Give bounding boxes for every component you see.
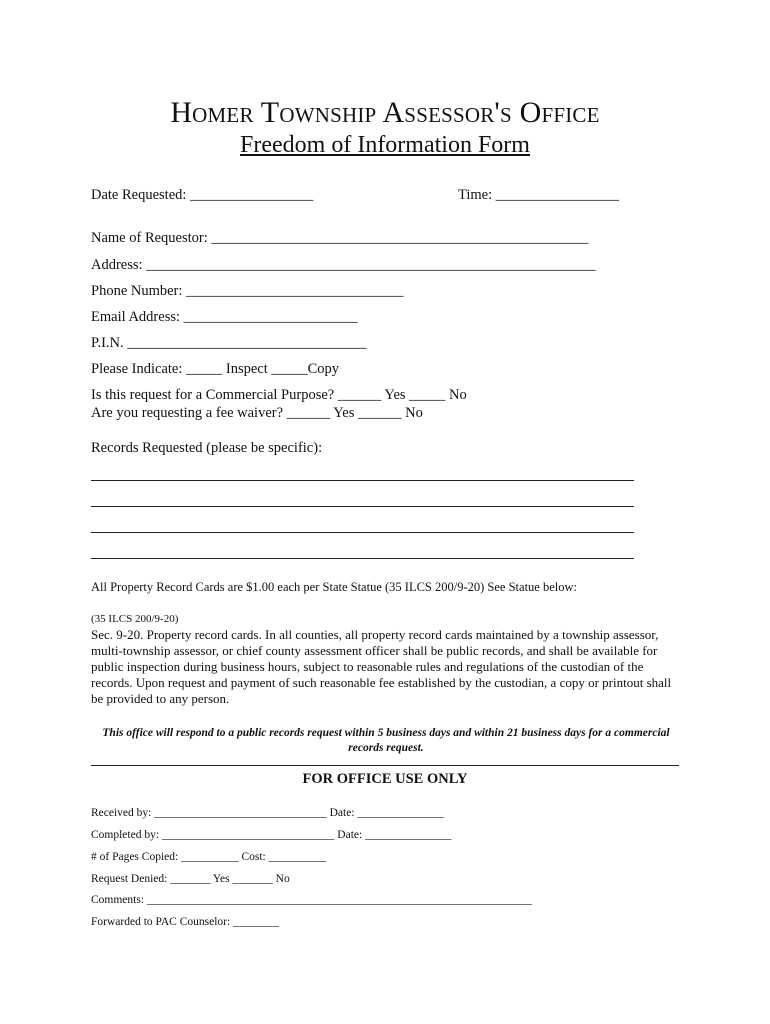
records-requested-label: Records Requested (please be specific): [91,440,323,456]
inspect-copy-choice[interactable]: Please Indicate: _____ Inspect _____Copy [91,361,340,377]
comments-field[interactable]: Comments: ___________________________________________________________________ [91,894,533,906]
address-field[interactable]: Address: ______________________________________________________________ [91,257,596,273]
form-subtitle: Freedom of Information Form [240,132,530,158]
phone-field[interactable]: Phone Number: ______________________________ [91,283,404,299]
pages-cost-field[interactable]: # of Pages Copied: __________ Cost: __________ [91,851,327,863]
statute-text: Sec. 9-20. Property record cards. In all counties, all property record cards maintained by a township assessor, multi-township assessor, or chief county assessment officer shall be public records, and shall be available for public inspection during business hours, subject to reasonable rules and regulations of the custodian of the records. Upon request and payment of such reasonable fee established by the custodian, a copy or printout shall be provided to any person. [91,627,672,706]
completed-by-field[interactable]: Completed by: ______________________________ Date: _______________ [91,829,452,841]
received-by-field[interactable]: Received by: ______________________________ Date: _______________ [91,807,444,819]
response-notice: This office will respond to a public records request within 5 business days and within 21 business days for a commercial records request. [102,727,670,754]
pin-field[interactable]: P.I.N. _________________________________ [91,335,367,351]
requestor-name-field[interactable]: Name of Requestor: ____________________________________________________ [91,230,589,246]
office-use-heading: FOR OFFICE USE ONLY [302,771,468,787]
office-divider [91,765,679,766]
fee-note: All Property Record Cards are $1.00 each per State Statue (35 ILCS 200/9-20) See Statue below: [91,580,577,594]
records-line[interactable] [91,532,634,533]
form-title: Homer Township Assessor's Office [170,96,600,129]
records-line[interactable] [91,558,634,559]
email-field[interactable]: Email Address: ________________________ [91,309,358,325]
commercial-purpose-choice[interactable]: Is this request for a Commercial Purpose? ______ Yes _____ No [91,387,467,403]
request-denied-field[interactable]: Request Denied: _______ Yes _______ No [91,873,290,885]
records-line[interactable] [91,480,634,481]
fee-waiver-choice[interactable]: Are you requesting a fee waiver? ______ Yes ______ No [91,405,423,421]
records-line[interactable] [91,506,634,507]
pac-counselor-field[interactable]: Forwarded to PAC Counselor: ________ [91,916,280,928]
date-requested-field[interactable]: Date Requested: _________________ [91,187,314,203]
time-field[interactable]: Time: _________________ [458,187,619,203]
statute-citation: (35 ILCS 200/9-20) [91,613,179,625]
